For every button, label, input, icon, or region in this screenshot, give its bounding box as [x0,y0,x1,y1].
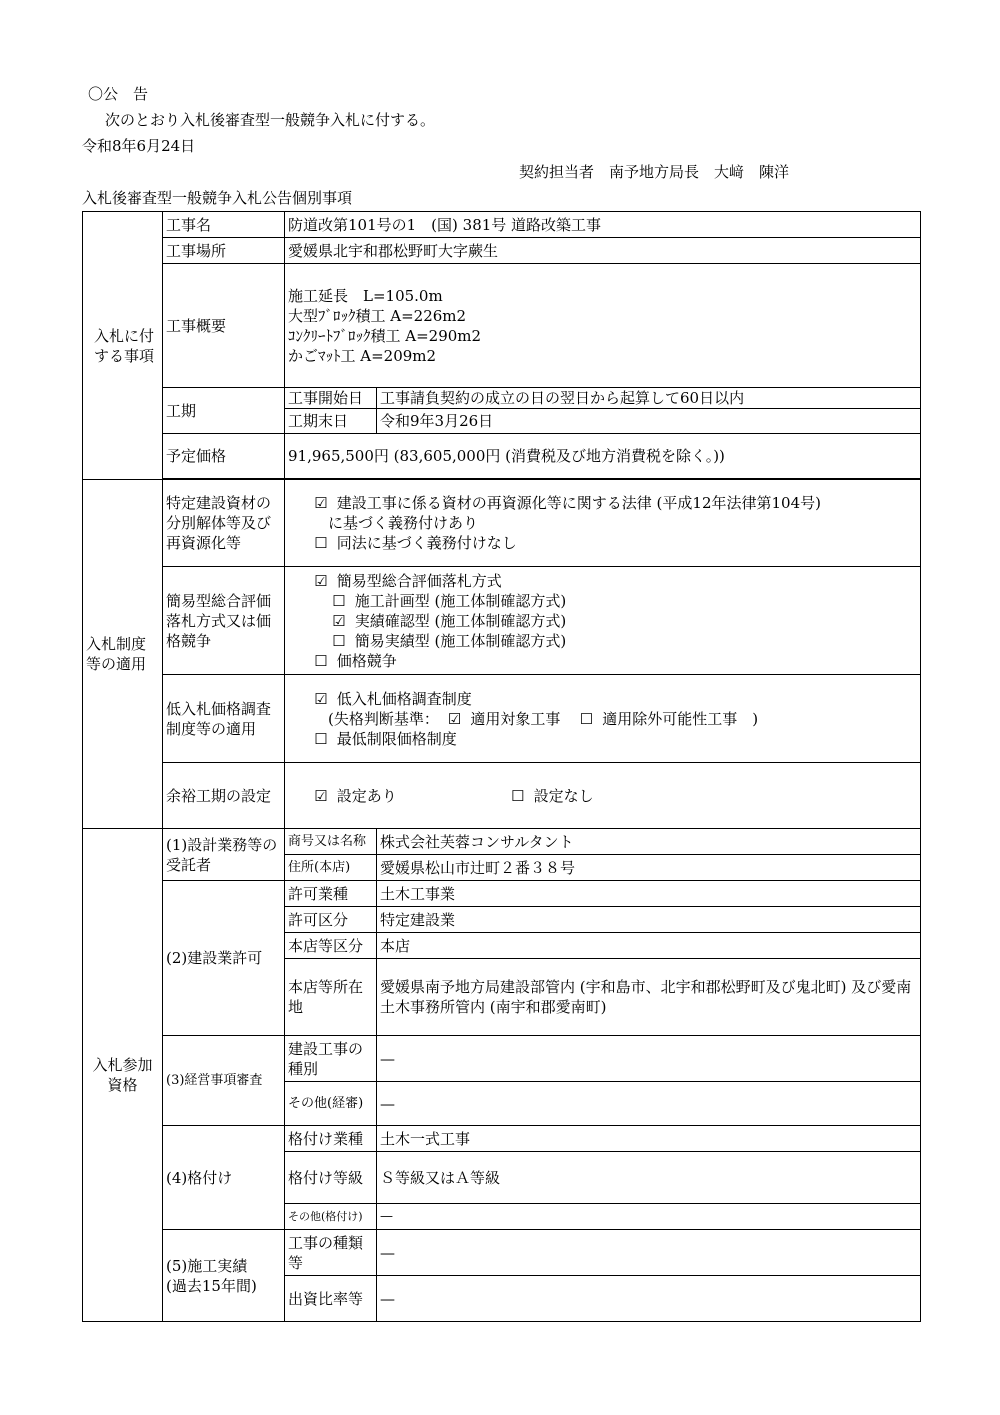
yoyu-koki-options [285,763,921,829]
start-date-value: 工事請負契約の成立の日の翌日から起算して60日以内 [377,388,921,409]
option-label: 実績確認型 (施工体制確認方式) [354,611,567,630]
option-label: 建設工事に係る資材の再資源化等に関する法律 (平成12年法律第104号) [336,494,821,512]
yotei-kakaku-value: 91,965,500円 (83,605,000円 (消費税及び地方消費税を除く。)) [285,434,921,479]
company-name-label: 商号又は名称 [285,829,377,855]
grading-rank-value: Ｓ等級又はＡ等級 [377,1152,921,1204]
notice-title: 〇公 告 [88,85,149,103]
license-type-label: 許可業種 [285,881,377,907]
option-label: 設定あり [336,786,397,805]
option-label: に基づく義務付けあり [328,514,479,532]
checkbox-checked-icon[interactable]: ☑ [314,571,328,590]
grading-other-value: — [377,1204,921,1230]
license-class-label: 許可区分 [285,907,377,933]
section-bid-items: 入札に付する事項 [83,212,163,480]
recycling-label: 特定建設資材の分別解体等及び再資源化等 [163,480,285,567]
koji-mei-label: 工事名 [163,212,285,238]
gaiyo-line: かごﾏｯﾄ工 A=209m2 [288,346,437,365]
option-label: 簡易型総合評価落札方式 [336,571,502,590]
company-name-value: 株式会社芙蓉コンサルタント [377,829,921,855]
start-date-label: 工事開始日 [285,388,377,409]
license-type-value: 土木工事業 [377,881,921,907]
address-label: 住所(本店) [285,855,377,881]
keishin-other-label: その他(経審) [285,1082,377,1126]
checkbox-unchecked-icon[interactable]: ☐ [314,534,328,552]
koji-mei-value: 防道改第101号の1 (国) 381号 道路改築工事 [285,212,921,238]
section-bid-system: 入札制度等の適用 [83,480,163,829]
grading-type-value: 土木一式工事 [377,1126,921,1152]
option-label: 簡易実績型 (施工体制確認方式) [354,631,567,650]
investment-ratio-value: — [377,1276,921,1322]
contract-officer: 契約担当者 南予地方局長 大﨑 陳洋 [519,163,790,181]
option-label: (失格判断基準： [328,709,439,728]
notice-table [82,211,921,1322]
grading-other-label: その他(格付け) [285,1204,377,1230]
low-bid-options [285,675,921,763]
grading-rank-label: 格付け等級 [285,1152,377,1204]
yoyu-koki-label: 余裕工期の設定 [163,763,285,829]
grading-label: (4)格付け [163,1126,285,1230]
checkbox-checked-icon[interactable]: ☑ [314,494,328,512]
office-location-value: 愛媛県南予地方局建設部管内 (宇和島市、北宇和郡松野町及び鬼北町) 及び愛南土木事務所管内 (南宇和郡愛南町) [377,959,921,1036]
checkbox-checked-icon[interactable]: ☑ [314,689,328,708]
sogo-hyoka-label: 簡易型総合評価落札方式又は価格競争 [163,567,285,675]
low-bid-label: 低入札価格調査制度等の適用 [163,675,285,763]
track-record-label [163,1230,285,1322]
checkbox-unchecked-icon[interactable]: ☐ [332,591,346,610]
grading-type-label: 格付け業種 [285,1126,377,1152]
office-type-value: 本店 [377,933,921,959]
checkbox-checked-icon[interactable]: ☑ [447,709,462,728]
option-label: 設定なし [533,786,594,805]
checkbox-unchecked-icon[interactable]: ☐ [511,786,525,805]
gaiyo-line: 大型ﾌﾞﾛｯｸ積工 A=226m2 [288,306,467,325]
checkbox-checked-icon[interactable]: ☑ [332,611,346,630]
keishin-other-value: — [377,1082,921,1126]
sogo-hyoka-options [285,567,921,675]
option-label: 同法に基づく義務付けなし [336,534,517,552]
koji-basho-label: 工事場所 [163,238,285,264]
checkbox-checked-icon[interactable]: ☑ [314,786,328,805]
option-label: 施工計画型 (施工体制確認方式) [354,591,567,610]
office-location-label: 本店等所在地 [285,959,377,1036]
option-label: 最低制限価格制度 [336,729,457,748]
design-consultant-label: (1)設計業務等の受託者 [163,829,285,881]
investment-ratio-label: 出資比率等 [285,1276,377,1322]
koji-basho-value: 愛媛県北宇和郡松野町大字蕨生 [285,238,921,264]
work-kind-value: — [377,1230,921,1276]
section-qualification: 入札参加資格 [83,829,163,1322]
work-kind-label: 工事の種類等 [285,1230,377,1276]
checkbox-unchecked-icon[interactable]: ☐ [314,729,328,748]
license-class-value: 特定建設業 [377,907,921,933]
keishin-type-label: 建設工事の種別 [285,1036,377,1082]
end-date-value: 令和9年3月26日 [377,409,921,434]
checkbox-unchecked-icon[interactable]: ☐ [579,709,594,728]
address-value: 愛媛県松山市辻町２番３８号 [377,855,921,881]
gaiyo-line: 施工延長 L=105.0m [288,286,443,305]
koji-gaiyo-label: 工事概要 [163,264,285,388]
option-label: 適用対象工事 [470,709,561,728]
checkbox-unchecked-icon[interactable]: ☐ [314,651,328,670]
gaiyo-line: ｺﾝｸﾘｰﾄﾌﾞﾛｯｸ積工 A=290m2 [288,326,482,345]
koki-label: 工期 [163,388,285,434]
end-date-label: 工期末日 [285,409,377,434]
office-type-label: 本店等区分 [285,933,377,959]
option-label: 低入札価格調査制度 [336,689,472,708]
option-label: 価格競争 [336,651,397,670]
checkbox-unchecked-icon[interactable]: ☐ [332,631,346,650]
koji-gaiyo-value [285,264,921,388]
option-label: 適用除外可能性工事 ) [602,709,759,728]
table-caption: 入札後審査型一般競争入札公告個別事項 [82,189,353,207]
license-label: (2)建設業許可 [163,881,285,1036]
keishin-type-value: — [377,1036,921,1082]
recycling-options [285,480,921,567]
notice-intro: 次のとおり入札後審査型一般競争入札に付する。 [105,111,436,129]
notice-date: 令和8年6月24日 [82,137,196,155]
track-record-period: (過去15年間) [166,1276,257,1295]
keishin-label: (3)経営事項審査 [163,1036,285,1126]
yotei-kakaku-label: 予定価格 [163,434,285,479]
track-record-title: (5)施工実績 [166,1256,248,1275]
